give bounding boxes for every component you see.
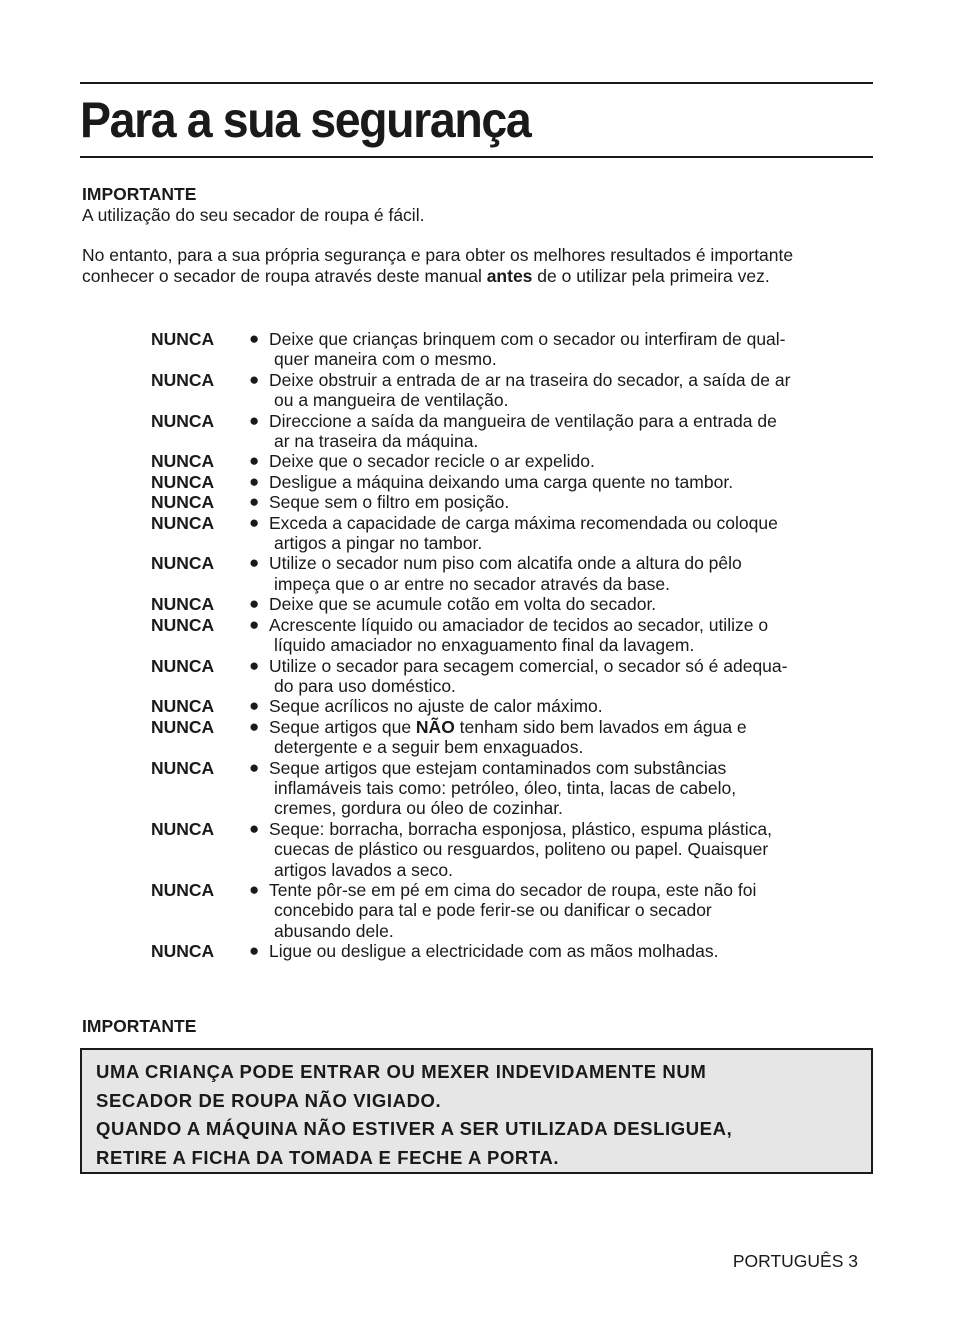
list-item-line: Direccione a saída da mangueira de ventilação para a entrada de (269, 410, 777, 431)
bullet-icon: ● (249, 879, 260, 899)
page-footer: PORTUGUÊS 3 (732, 1251, 858, 1271)
list-item-line: Ligue ou desligue a electricidade com as mãos molhadas. (269, 941, 719, 962)
intro-paragraph-end: de o utilizar pela primeira vez. (532, 265, 770, 286)
list-item-line: abusando dele. (274, 920, 394, 941)
intro-paragraph (82, 245, 862, 286)
bullet-icon: ● (249, 410, 260, 430)
list-item-fragment: tenham sido bem lavados em água e (454, 716, 747, 737)
bullet-icon: ● (249, 716, 260, 736)
never-label: NUNCA (151, 655, 215, 676)
list-item-text (269, 411, 871, 452)
list-item-text (269, 615, 871, 656)
list-item-text (269, 329, 871, 370)
warning-box (80, 1048, 873, 1174)
intro-emphasis: antes (486, 265, 533, 286)
never-label: NUNCA (151, 696, 215, 717)
never-label: NUNCA (151, 410, 215, 431)
list-item (151, 696, 871, 716)
list-item-line: Deixe que crianças brinquem com o secador ou interfiram de qual- (269, 329, 786, 349)
list-item-line: artigos lavados a seco. (274, 859, 453, 880)
list-item (151, 370, 871, 411)
title-rule-bottom (80, 156, 873, 158)
list-item-line: artigos a pingar no tambor. (274, 533, 483, 554)
list-item (151, 758, 871, 819)
list-item (151, 594, 871, 614)
list-item-line: quer maneira com o mesmo. (274, 349, 497, 370)
list-item-text (269, 941, 871, 961)
page-title: Para a sua segurança (80, 92, 531, 148)
warning-line: QUANDO A MÁQUINA NÃO ESTIVER A SER UTILIZADA DESLIGUEA, (96, 1118, 733, 1139)
list-item-line: Seque sem o filtro em posição. (269, 492, 510, 513)
list-item-line: cremes, gordura ou óleo de cozinhar. (274, 798, 563, 819)
list-item-line: Seque acrílicos no ajuste de calor máximo. (269, 696, 603, 717)
list-item-emphasis: NÃO (415, 716, 455, 737)
bullet-icon: ● (249, 512, 260, 532)
list-item-text (269, 696, 871, 716)
list-item-text (269, 492, 871, 512)
warning-line: UMA CRIANÇA PODE ENTRAR OU MEXER INDEVIDAMENTE NUM (96, 1061, 707, 1082)
list-item-line: Deixe que o secador recicle o ar expelido. (269, 451, 595, 472)
bullet-icon: ● (249, 329, 260, 348)
bullet-icon: ● (249, 757, 260, 777)
list-item-line: cuecas de plástico ou resguardos, politeno ou papel. Quaisquer (274, 839, 769, 860)
list-item (151, 819, 871, 880)
list-item-fragment: Seque artigos que (269, 716, 416, 737)
list-item (151, 656, 871, 697)
list-item-line: ou a mangueira de ventilação. (274, 390, 509, 411)
list-item-line: Deixe obstruir a entrada de ar na traseira do secador, a saída de ar (269, 369, 791, 390)
bullet-icon: ● (249, 614, 260, 634)
list-item-line: Acrescente líquido ou amaciador de tecidos ao secador, utilize o (269, 614, 769, 635)
list-item (151, 513, 871, 554)
bullet-icon: ● (249, 594, 260, 614)
never-label: NUNCA (151, 492, 215, 513)
list-item (151, 615, 871, 656)
list-item-line: Tente pôr-se em pé em cima do secador de roupa, este não foi (269, 879, 757, 900)
warning-line: RETIRE A FICHA DA TOMADA E FECHE A PORTA. (96, 1146, 560, 1168)
list-item (151, 492, 871, 512)
list-item-text (269, 472, 871, 492)
list-item (151, 472, 871, 492)
bullet-icon: ● (249, 655, 260, 675)
bullet-icon: ● (249, 369, 260, 389)
list-item (151, 411, 871, 452)
list-item-text (269, 553, 871, 594)
list-item-line: Exceda a capacidade de carga máxima recomendada ou coloque (269, 512, 778, 533)
list-item-line: líquido amaciador no enxaguamento final da lavagem. (274, 635, 695, 656)
never-label: NUNCA (151, 553, 215, 574)
intro-line: A utilização do seu secador de roupa é fácil. (82, 204, 425, 225)
list-item (151, 553, 871, 594)
list-item-line: Deixe que se acumule cotão em volta do secador. (269, 594, 657, 615)
never-label: NUNCA (151, 757, 215, 778)
list-item-text (269, 880, 871, 941)
list-item-line: Desligue a máquina deixando uma carga quente no tambor. (269, 471, 734, 492)
bullet-icon: ● (249, 818, 260, 838)
list-item (151, 941, 871, 961)
title-rule-top (80, 82, 873, 84)
never-label: NUNCA (151, 818, 215, 839)
intro-paragraph-text: No entanto, para a sua própria segurança e para obter os melhores resultados é importante conhecer o secador de roupa através deste manual (82, 245, 794, 286)
list-item-line: detergente e a seguir bem enxaguados. (274, 737, 584, 758)
list-item-line: ar na traseira da máquina. (274, 431, 479, 452)
never-label: NUNCA (151, 716, 215, 737)
intro-section (82, 184, 862, 286)
list-item-line: Seque artigos que estejam contaminados com substâncias (269, 757, 727, 778)
bullet-icon: ● (249, 451, 260, 471)
list-item-text (269, 513, 871, 554)
warning-line: SECADOR DE ROUPA NÃO VIGIADO. (96, 1089, 442, 1111)
never-label: NUNCA (151, 451, 215, 472)
bullet-icon: ● (249, 941, 260, 961)
list-item-line: inflamáveis tais como: petróleo, óleo, tinta, lacas de cabelo, (274, 777, 737, 798)
never-label: NUNCA (151, 614, 215, 635)
list-item-line: Utilize o secador num piso com alcatifa onde a altura do pêlo (269, 553, 742, 574)
never-label: NUNCA (151, 879, 215, 900)
safety-list (151, 329, 871, 962)
intro-heading: IMPORTANTE (82, 184, 197, 204)
list-item (151, 717, 871, 758)
list-item-line: do para uso doméstico. (274, 675, 456, 696)
list-item (151, 880, 871, 941)
list-item-line: Utilize o secador para secagem comercial, o secador só é adequa- (269, 655, 788, 676)
list-item-line: impeça que o ar entre no secador através da base. (274, 573, 670, 594)
list-item-text (269, 717, 871, 758)
bullet-icon: ● (249, 492, 260, 512)
never-label: NUNCA (151, 594, 215, 615)
list-item-text (269, 758, 871, 819)
list-item-line (269, 717, 747, 737)
important-heading: IMPORTANTE (82, 1016, 197, 1036)
list-item (151, 329, 871, 370)
list-item-text (269, 451, 871, 471)
never-label: NUNCA (151, 941, 215, 962)
list-item-text (269, 370, 871, 411)
never-label: NUNCA (151, 471, 215, 492)
never-label: NUNCA (151, 369, 215, 390)
bullet-icon: ● (249, 471, 260, 491)
bullet-icon: ● (249, 696, 260, 716)
list-item-text (269, 819, 871, 880)
bullet-icon: ● (249, 553, 260, 573)
list-item-text (269, 594, 871, 614)
list-item (151, 451, 871, 471)
list-item-text (269, 656, 871, 697)
warning-text (96, 1058, 858, 1172)
never-label: NUNCA (151, 512, 215, 533)
never-label: NUNCA (151, 329, 215, 349)
list-item-line: Seque: borracha, borracha esponjosa, plástico, espuma plástica, (269, 818, 772, 839)
list-item-line: concebido para tal e pode ferir-se ou danificar o secador (274, 900, 712, 921)
